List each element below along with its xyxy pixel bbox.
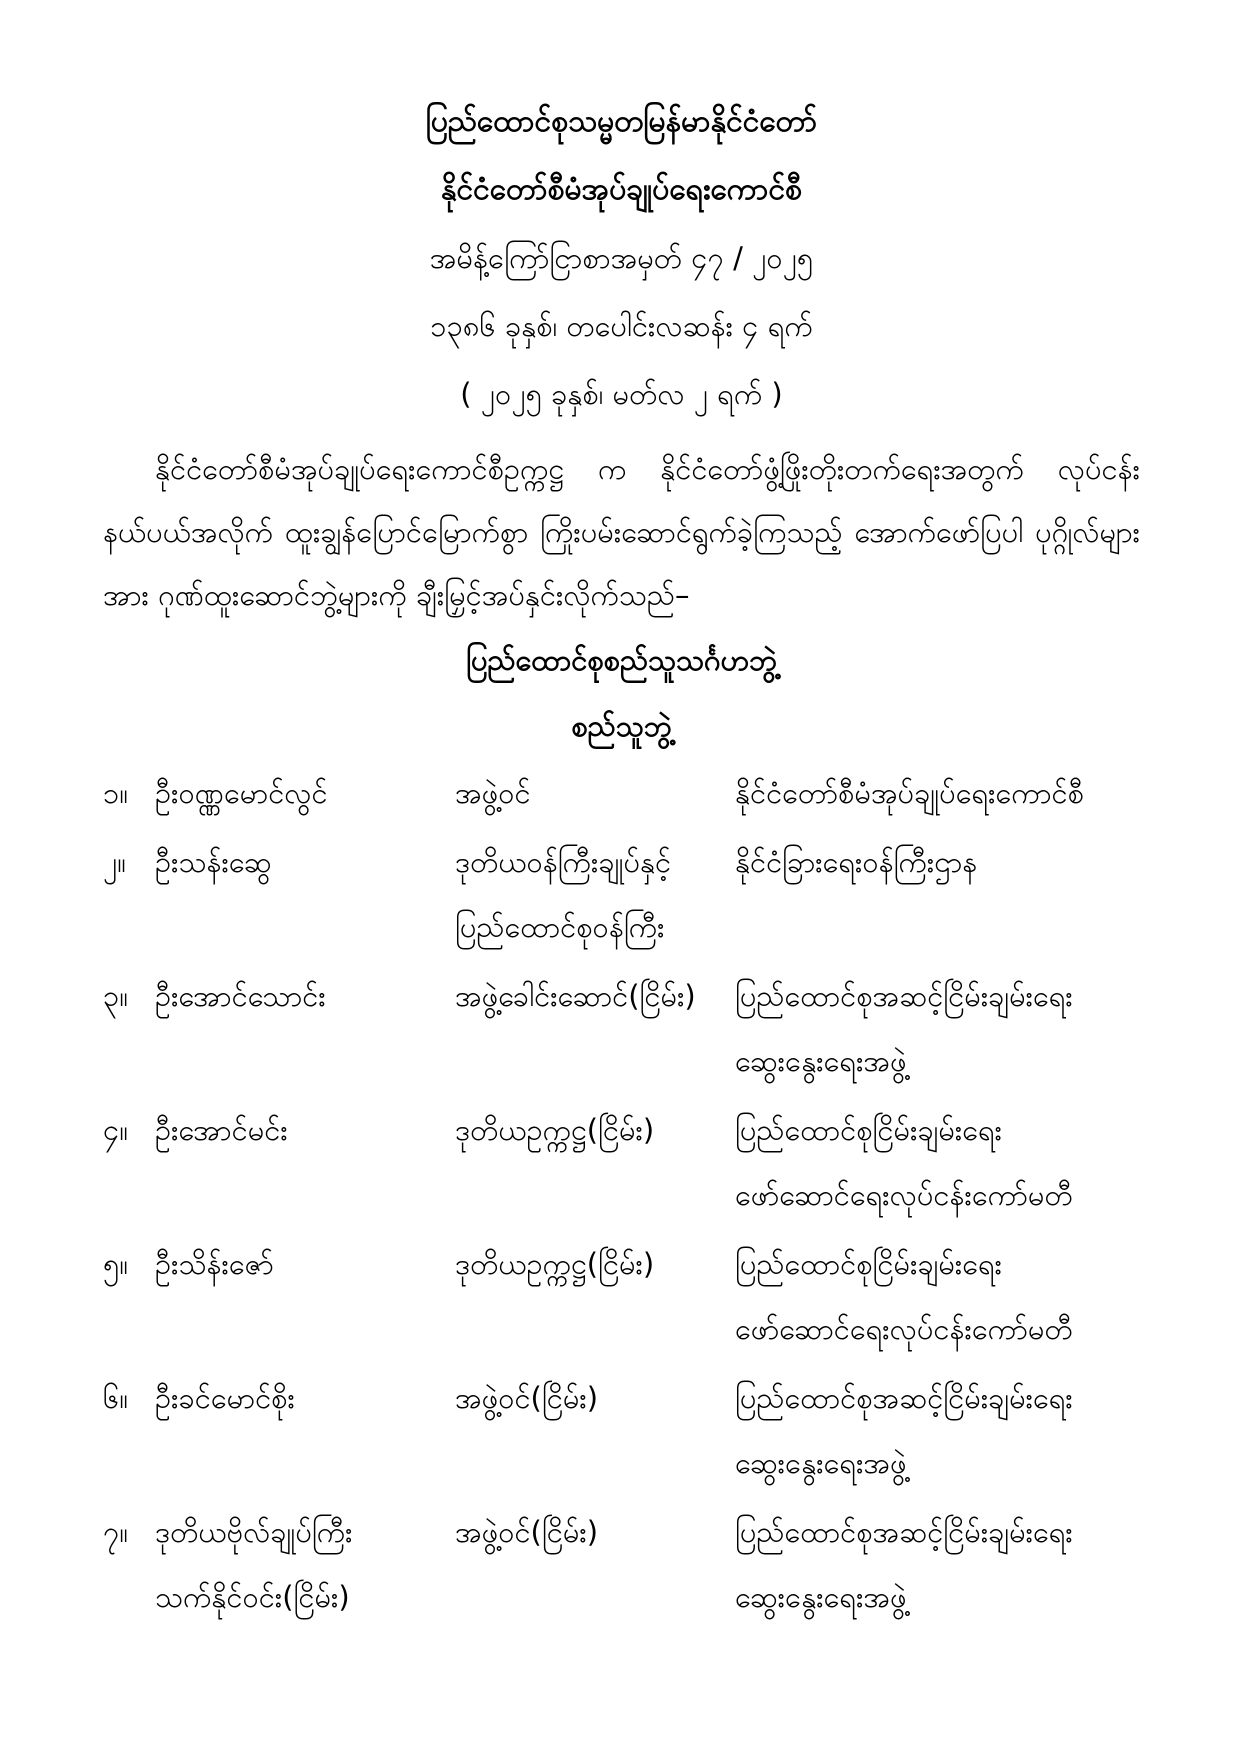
recipient-organization: ပြည်ထောင်စုအဆင့်ငြိမ်းချမ်းရေး ဆွေးနွေးရေးအဖွဲ့ [735, 1515, 1073, 1614]
recipient-organization: ပြည်ထောင်စုအဆင့်ငြိမ်းချမ်းရေး ဆွေးနွေးရေးအဖွဲ့ [735, 979, 1073, 1078]
recipient-number: ၃။ [103, 979, 129, 1013]
recipient-position: ဒုတိယဝန်ကြီးချုပ်နှင့် ပြည်ထောင်စုဝန်ကြီး [455, 845, 672, 944]
country-title: ပြည်ထောင်စုသမ္မတမြန်မာနိုင်ငံတော် [425, 104, 818, 139]
recipient-number: ၄။ [103, 1113, 129, 1147]
recipient-row [103, 761, 1140, 826]
recipient-number: ၇။ [103, 1515, 129, 1549]
recipient-organization: နိုင်ငံတော်စီမံအုပ်ချုပ်ရေးကောင်စီ [735, 776, 1084, 810]
recipient-name: ဦးဝဏ္ဏမောင်လွင် [155, 776, 328, 810]
recipient-row [103, 1232, 1140, 1362]
recipient-list [103, 761, 1140, 1630]
recipient-row [103, 964, 1140, 1094]
recipient-position: အဖွဲ့ဝင်(ငြိမ်း) [455, 1381, 599, 1415]
award-title: ပြည်ထောင်စုစည်သူသင်္ဂဟဘွဲ့ [466, 643, 777, 677]
recipient-organization: ပြည်ထောင်စုငြိမ်းချမ်းရေး ဖော်ဆောင်ရေးလုပ်ငန်းကော်မတီ [735, 1113, 1073, 1212]
award-subtitle: စည်သူဘွဲ့ [571, 709, 672, 743]
order-paragraph: နိုင်ငံတော်စီမံအုပ်ချုပ်ရေးကောင်စီဥက္ကဋ္ဌ က နိုင်ငံတော်ဖွံ့ဖြိုးတိုးတက်ရေးအတွက် လုပ်ငန်းနယ်ပယ်အလိုက် ထူးချွန်ပြောင်မြောက်စွာ ကြိုးပမ်းဆောင်ရွက်ခဲ့ကြသည့် အောက်ဖော်ပြပါ ပုဂ္ဂိုလ်များအား ဂုဏ်ထူးဆောင်ဘွဲ့များကို ချီးမြှင့်အပ်နှင်းလိုက်သည်– [103, 452, 1140, 612]
recipient-name: ဦးခင်မောင်စိုး [155, 1381, 295, 1415]
recipient-organization: နိုင်ငံခြားရေးဝန်ကြီးဌာန [735, 845, 978, 879]
recipient-name: ဦးအောင်မင်း [155, 1113, 288, 1147]
recipient-name: ဦးသန်းဆွေ [155, 845, 272, 879]
recipient-row [103, 1366, 1140, 1496]
council-title: နိုင်ငံတော်စီမံအုပ်ချုပ်ရေးကောင်စီ [441, 172, 802, 207]
recipient-position: ဒုတိယဥက္ကဋ္ဌ(ငြိမ်း) [455, 1247, 655, 1281]
recipient-number: ၂။ [103, 845, 127, 879]
gregorian-date: ( ၂၀၂၅ ခုနှစ်၊ မတ်လ ၂ ရက် ) [460, 377, 783, 411]
recipient-row [103, 1500, 1140, 1630]
recipient-number: ၁။ [103, 776, 129, 810]
recipient-position: အဖွဲ့ဝင် [455, 776, 531, 810]
recipient-position: ဒုတိယဥက္ကဋ္ဌ(ငြိမ်း) [455, 1113, 655, 1147]
recipient-name: ဦးအောင်သောင်း [155, 979, 326, 1013]
order-number: အမိန့်ကြော်ငြာစာအမှတ် ၄၇ / ၂၀၂၅ [429, 241, 814, 275]
recipient-organization: ပြည်ထောင်စုငြိမ်းချမ်းရေး ဖော်ဆောင်ရေးလုပ်ငန်းကော်မတီ [735, 1247, 1073, 1346]
recipient-row [103, 1098, 1140, 1228]
recipient-position: အဖွဲ့ဝင်(ငြိမ်း) [455, 1515, 599, 1549]
myanmar-calendar-date: ၁၃၈၆ ခုနှစ်၊ တပေါင်းလဆန်း ၄ ရက် [430, 309, 813, 343]
recipient-row [103, 830, 1140, 960]
recipient-number: ၅။ [103, 1247, 129, 1281]
recipient-name: ဒုတိယဗိုလ်ချုပ်ကြီး သက်နိုင်ဝင်း(ငြိမ်း) [155, 1515, 353, 1614]
document-header [103, 88, 1140, 428]
recipient-number: ၆။ [103, 1381, 129, 1415]
recipient-name: ဦးသိန်းဇော် [155, 1247, 274, 1281]
recipient-organization: ပြည်ထောင်စုအဆင့်ငြိမ်းချမ်းရေး ဆွေးနွေးရေးအဖွဲ့ [735, 1381, 1073, 1480]
recipient-position: အဖွဲ့ခေါင်းဆောင်(ငြိမ်း) [455, 979, 696, 1013]
